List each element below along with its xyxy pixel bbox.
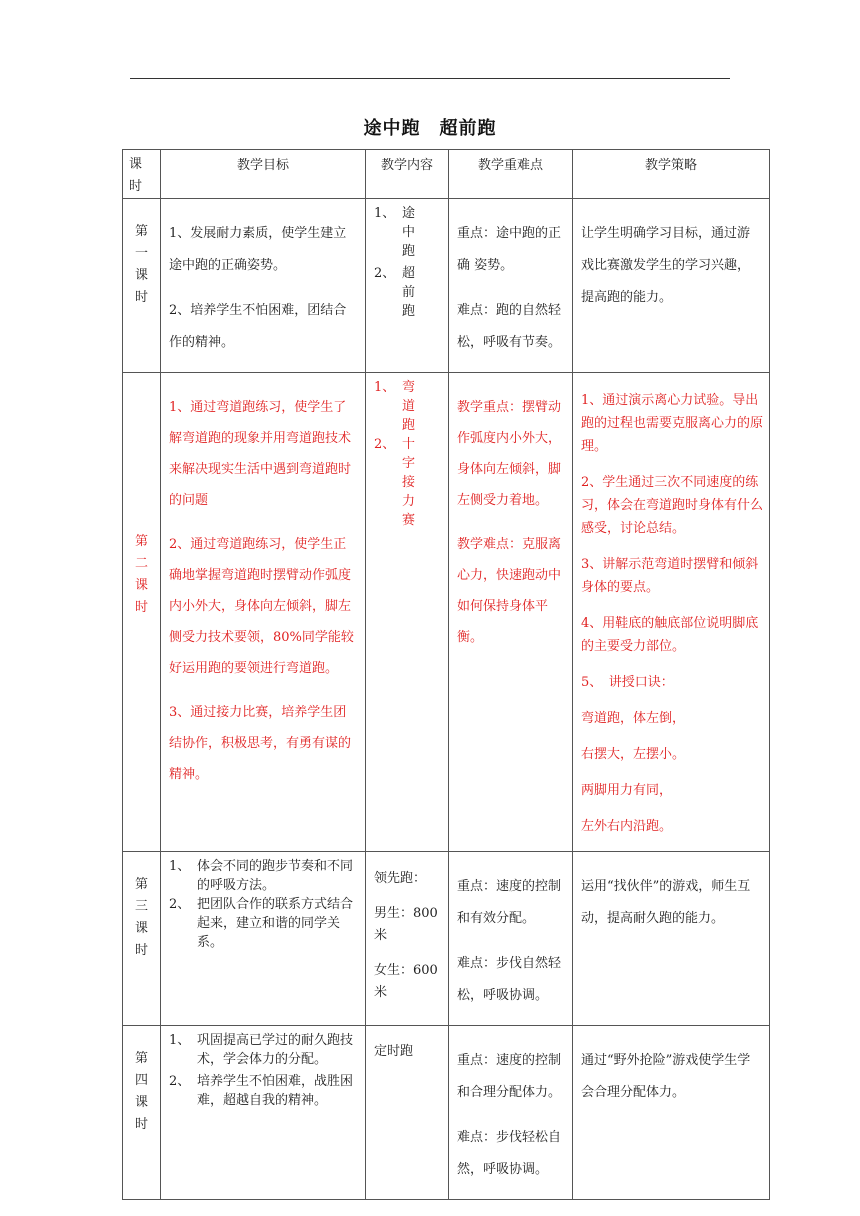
hour-cell xyxy=(123,373,161,852)
keypoints-cell xyxy=(449,1026,573,1200)
list-number: 1、 xyxy=(374,380,396,395)
goal-item: 1、发展耐力素质，使学生建立途中跑的正确姿势。 xyxy=(169,226,347,273)
goal-item xyxy=(169,855,359,893)
strategy-cell xyxy=(573,199,770,373)
list-number: 2、 xyxy=(169,1074,191,1089)
content-cell xyxy=(366,199,449,373)
hour-char: 第 xyxy=(134,534,148,549)
goals-cell xyxy=(161,1026,366,1200)
strategy-item: 1、通过演示离心力试验。导出跑的过程也需要克服离心力的原理。 xyxy=(581,393,764,454)
goal-text: 培养学生不怕困难，战胜困难，超越自我的精神。 xyxy=(197,1074,354,1108)
hour-cell xyxy=(123,852,161,1026)
list-number: 1、 xyxy=(374,206,396,221)
hour-char: 四 xyxy=(134,1073,148,1088)
hour-char: 时 xyxy=(134,600,148,615)
header-rule xyxy=(130,78,730,79)
strategy-item: 左外右内沿跑。 xyxy=(581,819,673,834)
goals-cell xyxy=(161,199,366,373)
table-header-row xyxy=(123,150,770,199)
hour-cell xyxy=(123,199,161,373)
lesson-plan-table xyxy=(122,149,770,1200)
content-item: 男生：800米 xyxy=(374,906,438,943)
keypoint-item: 难点：步伐自然轻松，呼吸协调。 xyxy=(457,956,562,1003)
strategy-item: 2、学生通过三次不同速度的练习，体会在弯道跑时身体有什么感受，讨论总结。 xyxy=(581,475,764,536)
goal-item: 1、通过弯道跑练习，使学生了解弯道跑的现象并用弯道跑技术来解决现实生活中遇到弯道跑时的问题 xyxy=(169,400,352,508)
strategy-item: 两脚用力有同， xyxy=(581,783,673,798)
list-number: 1、 xyxy=(169,859,191,874)
hour-char: 时 xyxy=(134,1117,148,1132)
table-row xyxy=(123,852,770,1026)
goal-text: 把团队合作的联系方式结合起来，建立和谐的同学关系。 xyxy=(197,897,354,950)
content-item: 领先跑： xyxy=(374,871,427,886)
hour-char: 三 xyxy=(134,899,148,914)
goal-item: 2、通过弯道跑练习，使学生正确地掌握弯道跑时摆臂动作弧度内小外大，身体向左倾斜，脚左侧受力技术要领，80%同学能较好运用跑的要领进行弯道跑。 xyxy=(169,537,354,676)
keypoints-cell xyxy=(449,373,573,852)
strategy-item: 让学生明确学习目标，通过游戏比赛激发学生的学习兴趣，提高跑的能力。 xyxy=(581,226,751,305)
strategy-item: 3、讲解示范弯道时摆臂和倾斜身体的要点。 xyxy=(581,557,759,595)
content-text: 途中跑 xyxy=(402,206,424,259)
goals-cell xyxy=(161,373,366,852)
content-cell xyxy=(366,852,449,1026)
keypoint-item: 教学重点：摆臂动作弧度内小外大，身体向左倾斜，脚左侧受力着地。 xyxy=(457,400,562,508)
goal-item: 2、培养学生不怕困难，团结合作的精神。 xyxy=(169,303,347,350)
hour-char: 第 xyxy=(134,877,148,892)
keypoint-item: 重点：速度的控制和合理分配体力。 xyxy=(457,1053,562,1100)
hour-char: 课 xyxy=(134,1095,148,1110)
goals-cell xyxy=(161,852,366,1026)
strategy-item: 通过“野外抢险”游戏使学生学会合理分配体力。 xyxy=(581,1053,751,1100)
hour-cell xyxy=(123,1026,161,1200)
keypoint-item: 难点：跑的自然轻松，呼吸有节奏。 xyxy=(457,303,562,350)
goal-item xyxy=(169,893,359,950)
content-text: 超前跑 xyxy=(402,266,424,319)
list-number: 2、 xyxy=(374,266,396,281)
table-row xyxy=(123,1026,770,1200)
header-goals: 教学目标 xyxy=(161,150,366,199)
keypoint-item: 教学难点：克服离心力，快速跑动中如何保持身体平衡。 xyxy=(457,537,562,645)
content-item xyxy=(374,262,442,319)
hour-char: 课 xyxy=(134,268,148,283)
header-hour xyxy=(123,150,161,199)
hour-char: 一 xyxy=(134,246,148,261)
goal-text: 巩固提高已学过的耐久跑技术，学会体力的分配。 xyxy=(197,1033,354,1067)
content-item: 定时跑 xyxy=(374,1044,414,1059)
hour-char: 第 xyxy=(134,1051,148,1066)
header-hour-label: 课时 xyxy=(129,157,143,194)
document-title: 途中跑 超前跑 xyxy=(363,118,497,139)
content-item xyxy=(374,433,442,528)
strategy-cell xyxy=(573,373,770,852)
strategy-item: 右摆大，左摆小。 xyxy=(581,747,686,762)
table-row xyxy=(123,373,770,852)
goal-text: 体会不同的跑步节奏和不同的呼吸方法。 xyxy=(197,859,354,893)
hour-char: 时 xyxy=(134,943,148,958)
goal-item xyxy=(169,1029,359,1067)
keypoint-item: 难点：步伐轻松自然，呼吸协调。 xyxy=(457,1130,562,1177)
content-item: 女生：600米 xyxy=(374,963,438,1000)
strategy-cell xyxy=(573,1026,770,1200)
content-text: 十字接力赛 xyxy=(402,437,424,528)
strategy-cell xyxy=(573,852,770,1026)
strategy-item: 4、用鞋底的触底部位说明脚底的主要受力部位。 xyxy=(581,616,759,654)
list-number: 2、 xyxy=(169,897,191,912)
goal-item: 3、通过接力比赛，培养学生团结协作，积极思考，有勇有谋的精神。 xyxy=(169,705,352,782)
header-content: 教学内容 xyxy=(366,150,449,199)
goal-item xyxy=(169,1070,359,1108)
hour-char: 课 xyxy=(134,578,148,593)
content-text: 弯道跑 xyxy=(402,380,424,433)
list-number: 2、 xyxy=(374,437,396,452)
content-item xyxy=(374,376,442,433)
keypoint-item: 重点：途中跑的正确 姿势。 xyxy=(457,226,562,273)
header-keypoints: 教学重难点 xyxy=(449,150,573,199)
hour-char: 二 xyxy=(134,556,148,571)
hour-char: 第 xyxy=(134,224,148,239)
header-strategy: 教学策略 xyxy=(573,150,770,199)
content-item xyxy=(374,202,442,259)
strategy-item: 5、 讲授口诀： xyxy=(581,675,674,690)
keypoint-item: 重点：速度的控制和有效分配。 xyxy=(457,879,562,926)
content-cell xyxy=(366,1026,449,1200)
list-number: 1、 xyxy=(169,1033,191,1048)
hour-char: 时 xyxy=(134,290,148,305)
strategy-item: 运用“找伙伴”的游戏，师生互动，提高耐久跑的能力。 xyxy=(581,879,751,926)
strategy-item: 弯道跑，体左倒， xyxy=(581,711,686,726)
keypoints-cell xyxy=(449,199,573,373)
content-cell xyxy=(366,373,449,852)
table-row xyxy=(123,199,770,373)
hour-char: 课 xyxy=(134,921,148,936)
keypoints-cell xyxy=(449,852,573,1026)
